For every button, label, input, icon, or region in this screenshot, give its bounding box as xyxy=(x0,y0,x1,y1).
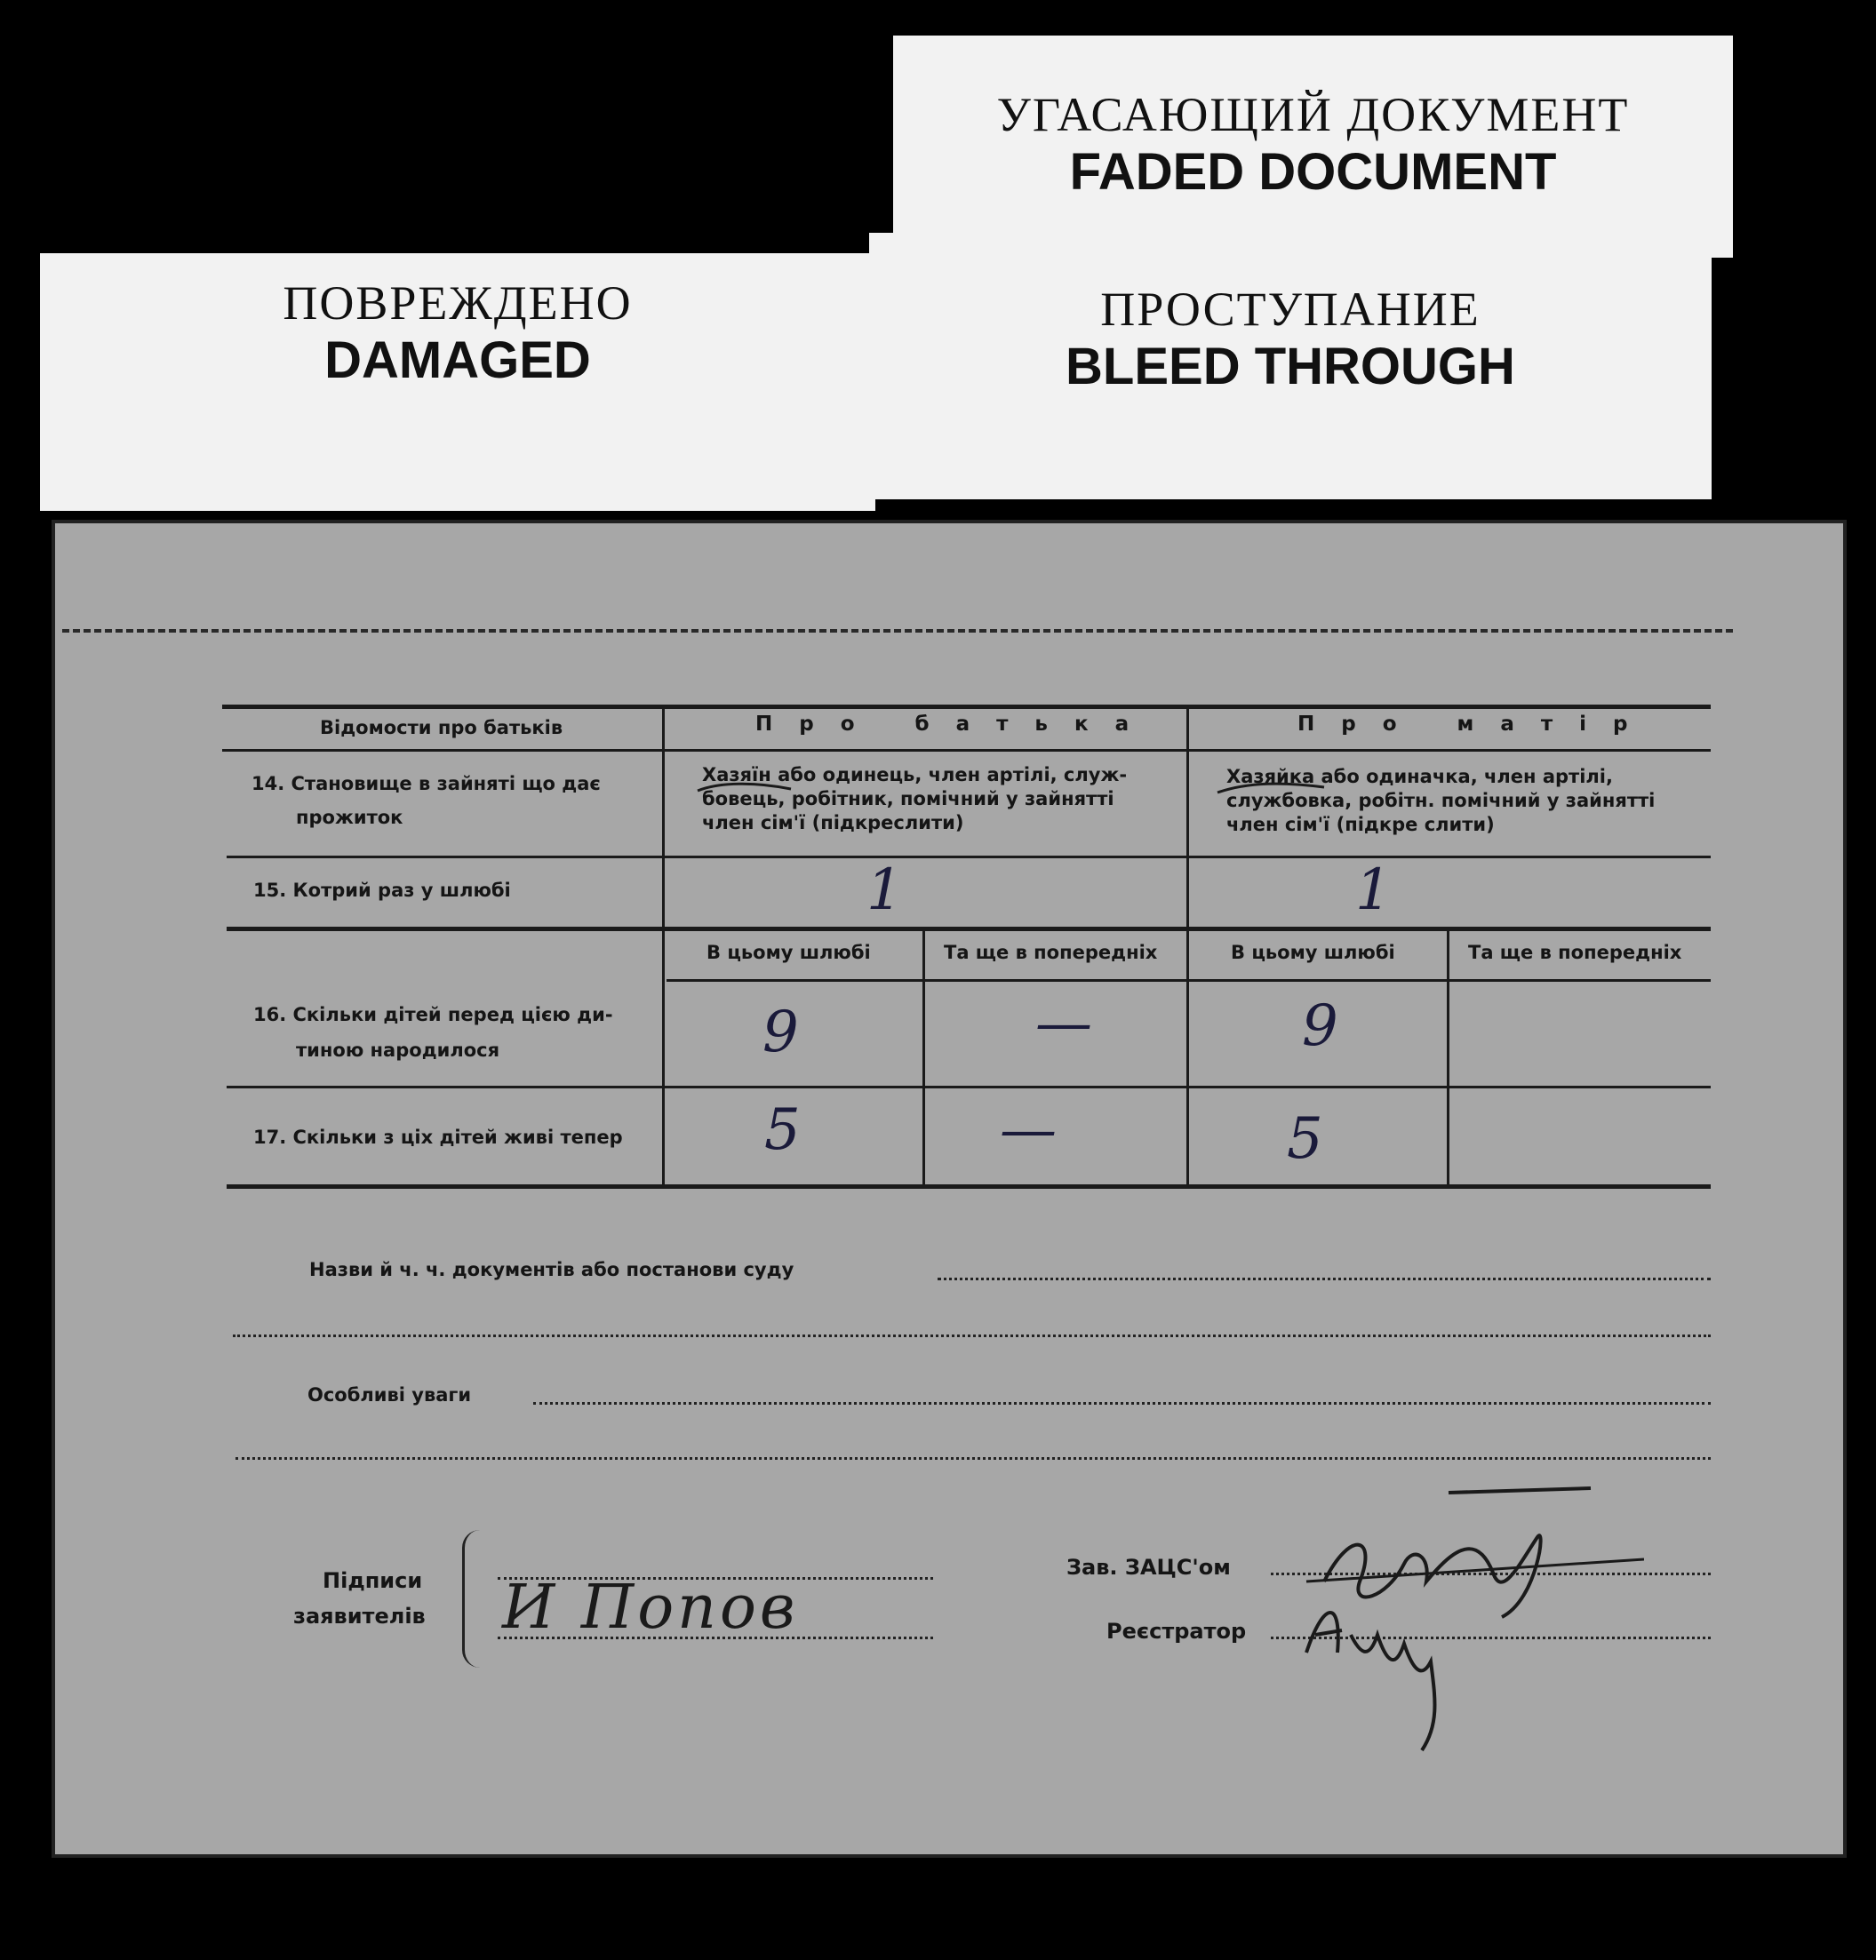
documents-line-2 xyxy=(233,1335,1711,1337)
row15-label: 15. Котрий раз у шлюбі xyxy=(253,880,511,901)
header-mother: Про матір xyxy=(1297,713,1655,736)
row15-mother-value: 1 xyxy=(1355,857,1392,923)
row15-father-value: 1 xyxy=(866,857,903,923)
bleed-label-en: BLEED THROUGH xyxy=(1066,338,1515,395)
faded-label-ru: УГАСАЮЩИЙ ДОКУМЕНТ xyxy=(996,88,1630,141)
faded-document-card xyxy=(893,36,1733,258)
row16-father-this: 9 xyxy=(762,1000,799,1065)
col-divider-1 xyxy=(662,707,665,1184)
documents-label: Назви й ч. ч. документів або постанови суду xyxy=(309,1259,794,1280)
mother-sub-prev: Та ще в попередніх xyxy=(1468,942,1682,963)
row14-father-2: бовець, робітник, помічний у зайнятті xyxy=(702,788,1114,809)
table-header-rule xyxy=(222,749,1711,752)
header-parents: Відомости про батьків xyxy=(320,717,563,738)
bleed-through-card xyxy=(869,233,1712,499)
row14-label-2: прожиток xyxy=(296,807,403,828)
father-sub-this: В цьому шлюбі xyxy=(706,942,871,963)
row14-label-1: 14. Становище в зайняті що дає xyxy=(251,773,601,794)
notes-line-2 xyxy=(235,1457,1711,1460)
row16-mother-this: 9 xyxy=(1302,993,1338,1059)
row14-mother-3: член сім'ї (підкре слити) xyxy=(1226,814,1495,835)
header-father: Про батька xyxy=(755,713,1156,736)
row16-rule xyxy=(227,1086,1711,1088)
father-underline-mark xyxy=(693,780,800,798)
signatures-label-1: Підписи xyxy=(323,1568,423,1593)
notes-line-1 xyxy=(533,1402,1711,1405)
signatures-brace xyxy=(462,1530,491,1668)
row15-rule xyxy=(227,927,1711,931)
mother-underline-mark xyxy=(1213,780,1329,798)
row14-father-1: Хазяїн або одинець, член артілі, служ- xyxy=(702,764,1128,785)
registrar-signature xyxy=(1289,1582,1520,1759)
table-top-rule xyxy=(222,705,1711,709)
head-label: Зав. ЗАЦС'ом xyxy=(1066,1555,1231,1580)
mother-sub-this: В цьому шлюбі xyxy=(1231,942,1395,963)
signatures-label-2: заявителів xyxy=(293,1604,426,1629)
row14-mother-1: Хазяйка або одиначка, член артілі, xyxy=(1226,766,1613,787)
documents-line-1 xyxy=(938,1278,1711,1280)
applicant-signature: И Попов xyxy=(502,1573,799,1643)
row17-father-this: 5 xyxy=(764,1097,801,1163)
father-sub-prev: Та ще в попередніх xyxy=(944,942,1158,963)
notes-label: Особливі уваги xyxy=(307,1384,472,1406)
row14-rule xyxy=(227,856,1711,858)
row16-label-1: 16. Скільки дітей перед цією ди- xyxy=(253,1004,613,1025)
damaged-card xyxy=(40,253,875,511)
damaged-label-en: DAMAGED xyxy=(324,331,591,389)
perforation-line xyxy=(62,629,1733,633)
col-divider-mother-sub xyxy=(1447,928,1449,1184)
faded-label-en: FADED DOCUMENT xyxy=(1069,143,1557,201)
col-divider-father-sub xyxy=(922,928,925,1184)
row17-label: 17. Скільки з ціх дітей живі тепер xyxy=(253,1127,623,1148)
row17-mother-this: 5 xyxy=(1287,1106,1323,1172)
bleed-label-ru: ПРОСТУПАНИЕ xyxy=(1100,283,1481,336)
row16-father-prev: — xyxy=(1035,991,1092,1056)
table-bottom-rule xyxy=(227,1184,1711,1189)
row16-label-2: тиною народилося xyxy=(296,1040,500,1061)
col-divider-2 xyxy=(1186,707,1189,1184)
registrar-label: Реєстратор xyxy=(1106,1619,1247,1644)
row14-father-3: член сім'ї (підкреслити) xyxy=(702,812,964,833)
damaged-label-ru: ПОВРЕЖДЕНО xyxy=(283,276,633,330)
row17-father-prev: — xyxy=(1000,1097,1057,1163)
row14-mother-2: службовка, робітн. помічний у зайнятті xyxy=(1226,790,1656,811)
